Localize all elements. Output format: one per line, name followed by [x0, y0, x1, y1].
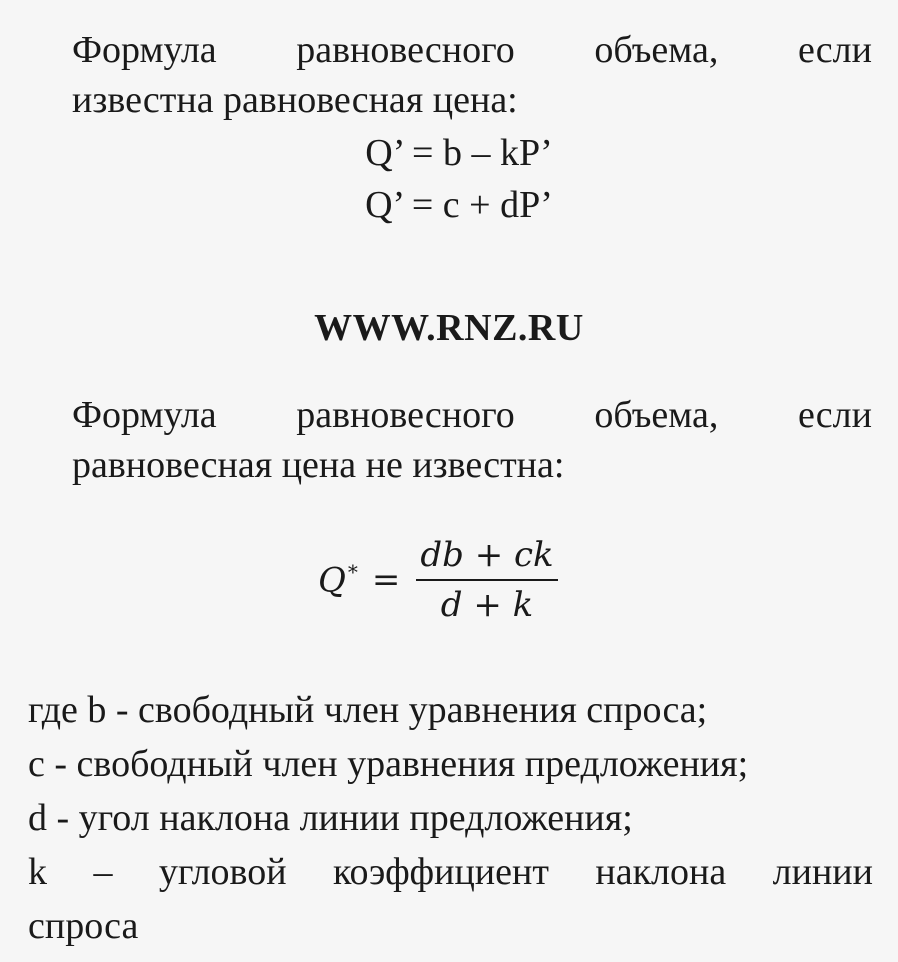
word: наклона [595, 851, 727, 893]
word: объема, [594, 394, 719, 436]
word: k [28, 851, 47, 893]
word: – [93, 851, 113, 893]
demand-formula: Q’ = b – kP’ [365, 132, 553, 174]
word: коэффициент [333, 851, 549, 893]
equilibrium-volume-formula [318, 525, 558, 635]
paragraph-line: равновесная цена не известна: [72, 444, 565, 486]
watermark-text: WWW.RNZ.RU [314, 307, 584, 349]
formula-superscript: * [347, 559, 358, 584]
definition-d: d - угол наклона линии предложения; [28, 797, 633, 839]
word: равновесного [296, 394, 515, 436]
definition-b: где b - свободный член уравнения спроса; [28, 689, 708, 731]
word: угловой [158, 851, 287, 893]
fraction [416, 535, 557, 625]
word: равновесного [296, 29, 515, 71]
fraction-numerator: db + ck [416, 535, 557, 581]
intro-paragraph-unknown-price [72, 390, 872, 490]
equals-sign: = [371, 560, 401, 600]
word: если [797, 394, 872, 436]
word: если [797, 29, 872, 71]
word: линии [772, 851, 873, 893]
supply-formula: Q’ = c + dP’ [365, 184, 553, 226]
word: объема, [594, 29, 719, 71]
word: Формула [72, 394, 217, 436]
justified-line [72, 390, 872, 440]
word: Формула [72, 29, 217, 71]
definition-k-continued: спроса [28, 905, 139, 947]
justified-line [72, 25, 872, 75]
definitions-list [28, 683, 873, 953]
formula-lhs: Q * [318, 559, 358, 601]
fraction-denominator: d + k [440, 585, 534, 625]
paragraph-line: известна равновесная цена: [72, 79, 518, 121]
intro-paragraph-known-price [72, 25, 872, 125]
definition-c: c - свободный член уравнения предложения; [28, 743, 749, 785]
definition-k [28, 845, 873, 899]
